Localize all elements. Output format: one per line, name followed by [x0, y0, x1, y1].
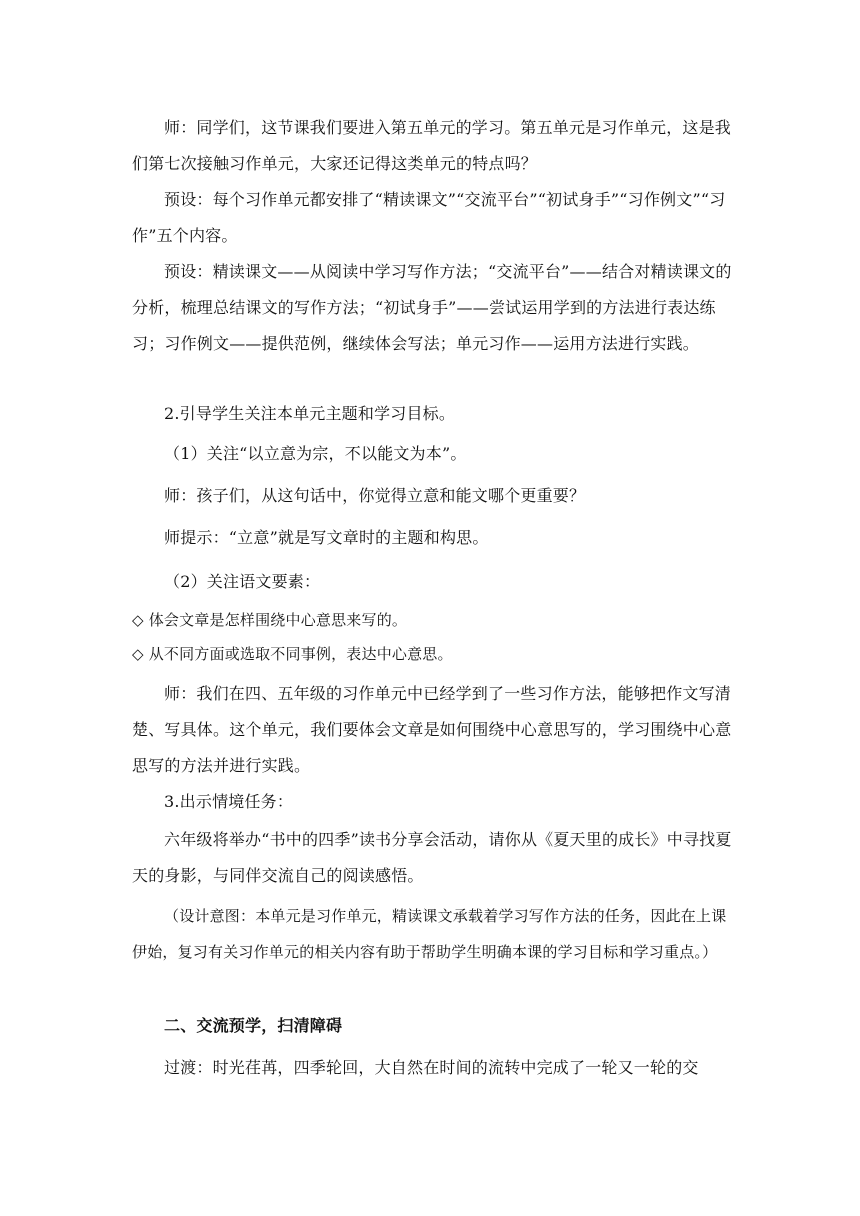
bullet-item-1: ◇ 体会文章是怎样围绕中心意思来写的。 [132, 611, 408, 629]
paragraph-teacher-intro: 师：同学们，这节课我们要进入第五单元的学习。第五单元是习作单元，这是我们第七次接触习作单元，大家还记得这类单元的特点吗？ [132, 118, 732, 173]
bullet-item-2: ◇ 从不同方面或选取不同事例，表达中心意思。 [132, 645, 453, 663]
paragraph-focus-2: （2）关注语文要素： [164, 572, 321, 591]
paragraph-design-intent: （设计意图：本单元是习作单元，精读课文承载着学习写作方法的任务，因此在上课伊始，复习有关习作单元的相关内容有助于帮助学生明确本课的学习目标和学习重点。） [132, 907, 727, 961]
paragraph-step-2: 2.引导学生关注本单元主题和学习目标。 [164, 404, 456, 423]
section-heading-2: 二、交流预学，扫清障碍 [164, 1016, 343, 1035]
paragraph-teacher-question: 师：孩子们，从这句话中，你觉得立意和能文哪个更重要？ [164, 486, 586, 505]
paragraph-teacher-hint: 师提示：“立意”就是写文章时的主题和构思。 [164, 528, 489, 547]
paragraph-step-3: 3.出示情境任务： [164, 792, 294, 811]
paragraph-transition: 过渡：时光荏苒，四季轮回，大自然在时间的流转中完成了一轮又一轮的交 [164, 1058, 699, 1077]
paragraph-preset-1: 预设：每个习作单元都安排了“精读课文”“交流平台”“初试身手”“习作例文”“习作”五个内容。 [132, 190, 726, 245]
paragraph-teacher-methods: 师：我们在四、五年级的习作单元中已经学到了一些习作方法，能够把作文写清楚、写具体。这个单元，我们要体会文章是如何围绕中心意思写的，学习围绕中心意思写的方法并进行实践。 [132, 684, 732, 775]
paragraph-preset-2: 预设：精读课文——从阅读中学习写作方法；“交流平台”——结合对精读课文的分析，梳理总结课文的写作方法；“初试身手”——尝试运用学到的方法进行表达练习；习作例文——提供范例，继续体会写法；单元习作——运用方法进行实践。 [132, 262, 732, 353]
paragraph-focus-1: （1）关注“以立意为宗，不以能文为本”。 [164, 444, 467, 463]
paragraph-task: 六年级将举办“书中的四季”读书分享会活动，请你从《夏天里的成长》中寻找夏天的身影，与同伴交流自己的阅读感悟。 [132, 830, 732, 885]
